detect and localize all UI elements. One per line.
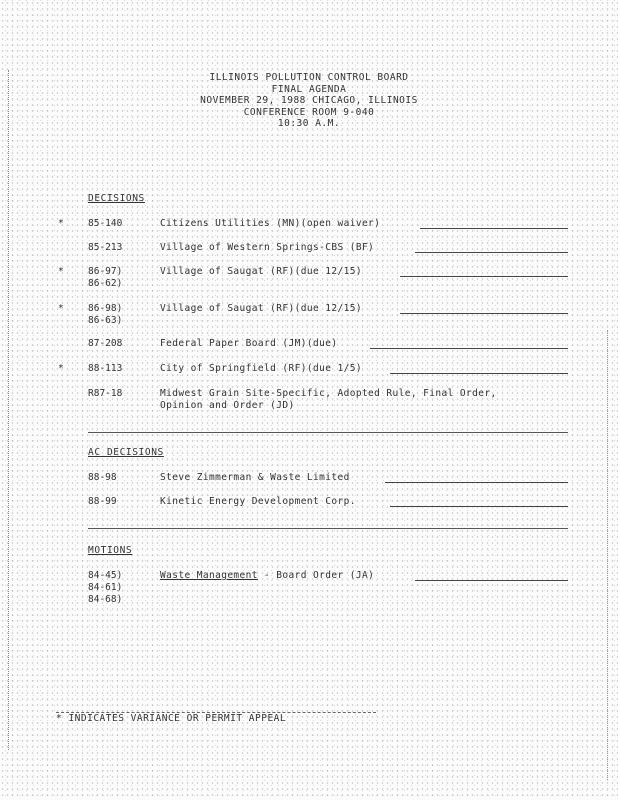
section-title-decisions: DECISIONS [88,193,145,204]
case-number: 84-45) [88,570,123,581]
footer-note: * INDICATES VARIANCE OR PERMIT APPEAL [56,713,287,724]
case-number-secondary: 86-62) [88,278,123,289]
case-number: 85-213 [88,242,123,253]
section-divider [88,528,568,529]
header-date-location: NOVEMBER 29, 1988 CHICAGO, ILLINOIS [200,95,418,106]
signature-line [390,373,568,374]
case-number-secondary: 86-63) [88,315,123,326]
header-board-name: ILLINOIS POLLUTION CONTROL BOARD [209,72,409,83]
variance-marker: * [58,266,64,277]
case-title: City of Springfield (RF)(due 1/5) [160,363,362,374]
case-title-continued: Opinion and Order (JD) [160,400,295,411]
signature-line [400,313,568,314]
case-number-tertiary: 84-68) [88,594,123,605]
signature-line [370,348,568,349]
signature-line [400,276,568,277]
agenda-header [0,72,618,130]
signature-line [390,506,568,507]
case-title: Midwest Grain Site-Specific, Adopted Rule, Final Order, [160,388,497,399]
case-number: 87-208 [88,338,123,349]
case-number: 88-99 [88,496,117,507]
case-title-underlined: Waste Management [160,570,258,581]
signature-line [415,252,568,253]
case-number: 88-113 [88,363,123,374]
variance-marker: * [58,218,64,229]
case-number: 85-140 [88,218,123,229]
header-time: 10:30 A.M. [277,118,341,129]
case-title: Citizens Utilities (MN)(open waiver) [160,218,381,229]
signature-line [385,482,568,483]
section-title-motions: MOTIONS [88,545,133,556]
case-title: Village of Saugat (RF)(due 12/15) [160,303,362,314]
case-number: R87-18 [88,388,123,399]
case-title: Steve Zimmerman & Waste Limited [160,472,350,483]
case-number: 86-98) [88,303,123,314]
case-number: 86-97) [88,266,123,277]
case-title [160,570,374,582]
signature-line [420,228,568,229]
header-agenda-title: FINAL AGENDA [271,83,347,95]
scan-edge-left [8,70,12,750]
case-number-secondary: 84-61) [88,582,123,593]
section-title-ac-decisions: AC DECISIONS [88,447,164,458]
case-title: Kinetic Energy Development Corp. [160,496,356,507]
case-title: Village of Saugat (RF)(due 12/15) [160,266,362,277]
case-title-rest: - Board Order (JA) [257,570,375,581]
scan-edge-right [607,330,608,780]
variance-marker: * [58,303,64,314]
section-divider [88,432,568,433]
variance-marker: * [58,363,64,374]
header-room: CONFERENCE ROOM 9-040 [243,106,375,118]
case-number: 88-98 [88,472,117,483]
signature-line [415,580,568,581]
case-title: Federal Paper Board (JM)(due) [160,338,338,349]
case-title: Village of Western Springs-CBS (BF) [160,242,375,253]
